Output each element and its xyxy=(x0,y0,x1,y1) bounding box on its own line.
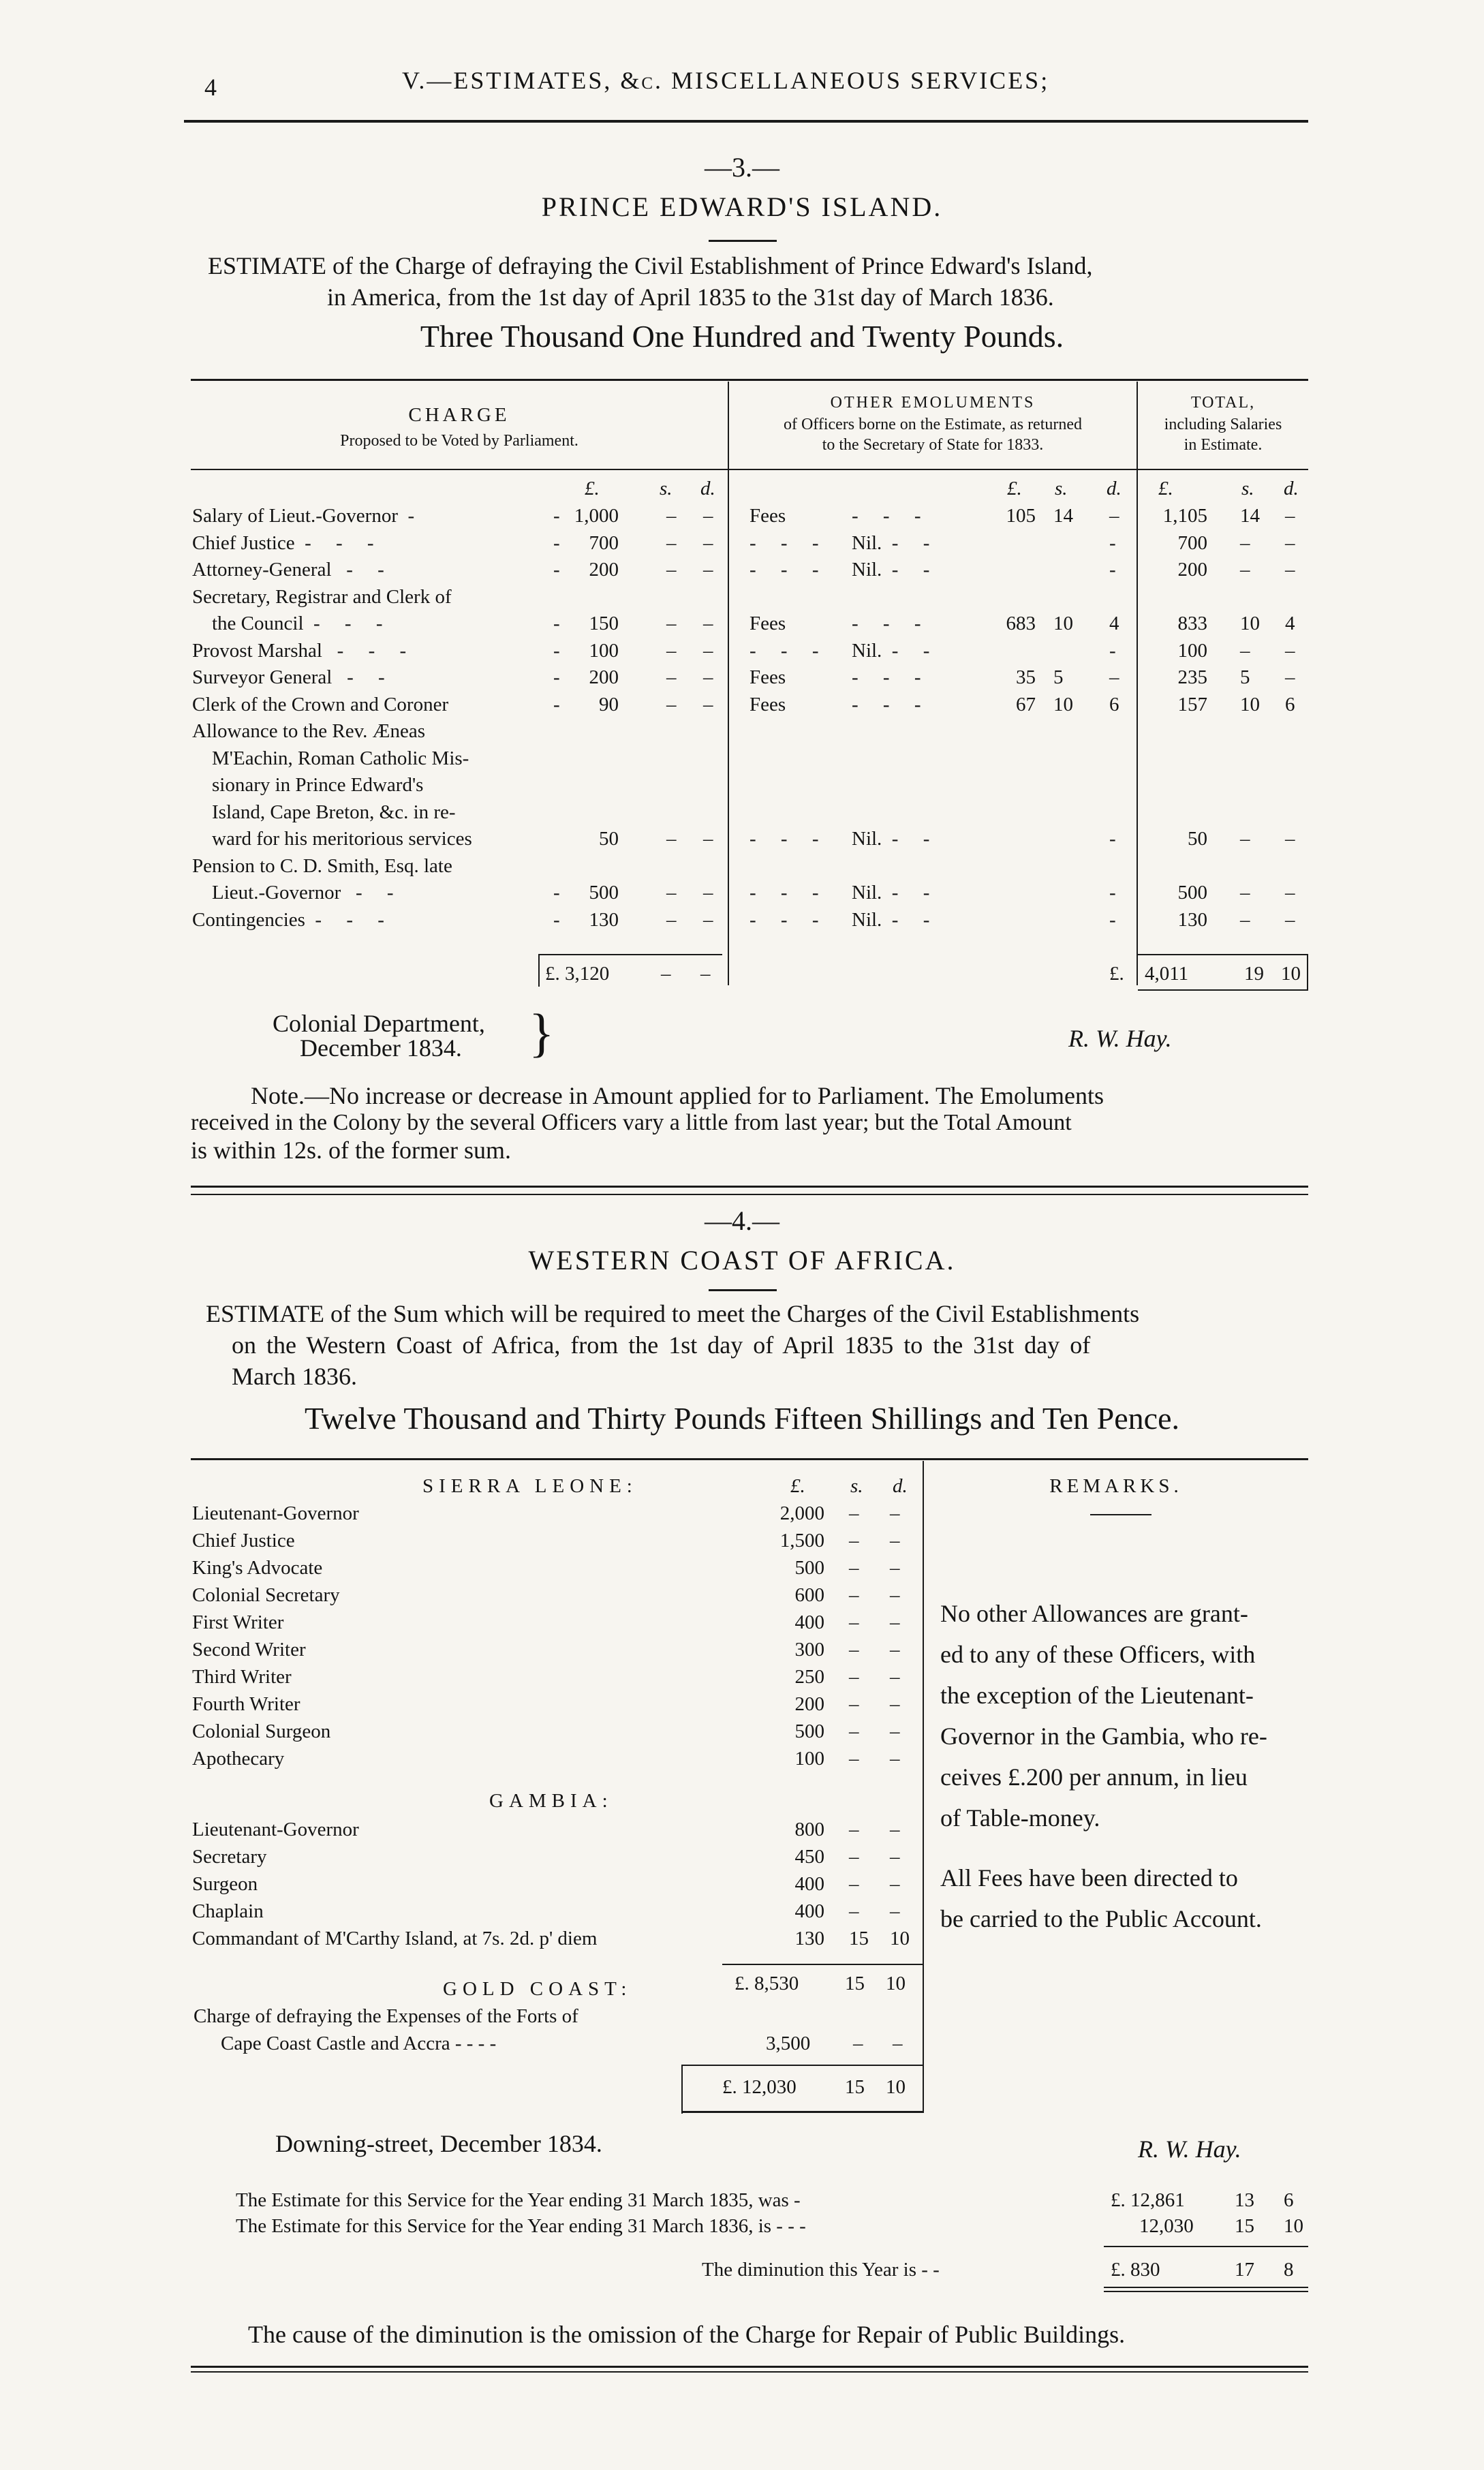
amount-in-words: Twelve Thousand and Thirty Pounds Fifteen Shillings and Ten Pence. xyxy=(305,1401,1179,1436)
row-total-d: – xyxy=(1285,531,1295,554)
row-amount: 400 xyxy=(794,1873,824,1895)
row-other-dots: - - - xyxy=(852,613,921,634)
row-s: – xyxy=(666,531,677,554)
row-s: – xyxy=(849,1900,859,1922)
row-other-label: - - - xyxy=(749,639,819,662)
row-total-d: – xyxy=(1285,559,1295,581)
row-d: – xyxy=(890,1557,900,1579)
row-amount: 450 xyxy=(794,1846,824,1868)
row-d: – xyxy=(703,828,713,850)
header-rule xyxy=(184,120,1308,123)
subtotal-l: £. 8,530 xyxy=(735,1973,799,1994)
row-leader: - xyxy=(553,882,560,904)
header-bottom-rule xyxy=(191,469,1308,470)
remarks-line: Governor in the Gambia, who re- xyxy=(940,1723,1267,1750)
unit-pence: d. xyxy=(893,1475,908,1497)
diminution-line: The diminution this Year is - - xyxy=(702,2259,940,2281)
row-total-l: 500 xyxy=(1177,882,1207,904)
col-header-total-sub: including Salaries xyxy=(1164,416,1282,433)
row-d: – xyxy=(890,1693,900,1715)
row-amount: 400 xyxy=(794,1611,824,1633)
row-other-dots: - - - xyxy=(852,666,921,688)
section-4-title: WESTERN COAST OF AFRICA. xyxy=(528,1245,956,1276)
row-amount: 300 xyxy=(794,1639,824,1661)
section-3-title: PRINCE EDWARD'S ISLAND. xyxy=(541,191,943,222)
row-amount: 130 xyxy=(794,1928,824,1949)
row-leader: - xyxy=(553,613,560,634)
row-d: – xyxy=(703,666,713,688)
note-line: Note.—No increase or decrease in Amount applied for to Parliament. The Emoluments xyxy=(251,1082,1104,1109)
diminution-l: £. 830 xyxy=(1111,2259,1160,2281)
row-total-l: 157 xyxy=(1177,693,1207,715)
row-amount: 90 xyxy=(599,693,619,715)
row-label: Lieut.-Governor - - xyxy=(192,882,394,904)
row-d: – xyxy=(703,531,713,554)
row-s: – xyxy=(849,1584,859,1606)
row-other-d: - xyxy=(1109,908,1116,931)
row-s: – xyxy=(666,882,677,904)
unit-pence: d. xyxy=(1284,478,1299,499)
row-other-l: 105 xyxy=(1006,505,1036,527)
row-s: – xyxy=(849,1873,859,1895)
row-leader: - xyxy=(553,559,560,581)
row-label: M'Eachin, Roman Catholic Mis- xyxy=(192,747,469,769)
row-leader: - xyxy=(553,666,560,688)
row-other-label: - - - xyxy=(749,882,819,904)
row-s: – xyxy=(849,1666,859,1688)
remarks-line: All Fees have been directed to xyxy=(940,1864,1238,1892)
row-label: Second Writer xyxy=(192,1639,306,1661)
row-label: ward for his meritorious services xyxy=(192,828,472,850)
row-total-l: 130 xyxy=(1177,908,1207,931)
row-s: – xyxy=(849,1720,859,1742)
row-amount: 150 xyxy=(589,613,619,634)
row-s: – xyxy=(849,1557,859,1579)
row-d: – xyxy=(703,505,713,527)
row-total-s: – xyxy=(1240,559,1250,581)
row-d: 10 xyxy=(890,1928,910,1949)
remarks-line: No other Allowances are grant- xyxy=(940,1600,1248,1627)
forts-amount: 3,500 xyxy=(766,2033,811,2054)
sum-rule xyxy=(1104,2291,1308,2292)
row-d: – xyxy=(890,1530,900,1552)
dept-line: Colonial Department, xyxy=(273,1010,485,1037)
row-label: Island, Cape Breton, &c. in re- xyxy=(192,801,456,823)
row-amount: 500 xyxy=(794,1720,824,1742)
row-total-l: 235 xyxy=(1177,666,1207,688)
total-charge-s: – xyxy=(661,963,671,985)
section-rule xyxy=(191,1186,1308,1188)
row-other-l: 35 xyxy=(1016,666,1036,688)
row-label: the Council - - - xyxy=(192,613,383,634)
forts-line: Cape Coast Castle and Accra - - - - xyxy=(221,2033,497,2054)
row-label: Colonial Surgeon xyxy=(192,1720,331,1742)
row-other-label: - - - xyxy=(749,908,819,931)
cause-line: The cause of the diminution is the omission of the Charge for Repair of Public Buildings. xyxy=(248,2321,1126,2348)
row-other-l: 683 xyxy=(1006,613,1036,634)
forts-s: – xyxy=(853,2033,863,2054)
comparison-line: The Estimate for this Service for the Year ending 31 March 1835, was - xyxy=(236,2189,801,2211)
estimate-text-2: on the Western Coast of Africa, from the 1st day of April 1835 to the 31st day of xyxy=(232,1331,1091,1359)
page-number: 4 xyxy=(204,74,217,101)
unit-shilling: s. xyxy=(1055,478,1068,499)
row-total-d: – xyxy=(1285,639,1295,662)
row-total-d: – xyxy=(1285,908,1295,931)
remarks-line: the exception of the Lieutenant- xyxy=(940,1682,1254,1709)
row-amount: 600 xyxy=(794,1584,824,1606)
row-amount: 200 xyxy=(589,666,619,688)
row-other-d: 4 xyxy=(1109,613,1119,634)
row-amount: 400 xyxy=(794,1900,824,1922)
row-amount: 500 xyxy=(589,882,619,904)
comparison-l: £. 12,861 xyxy=(1111,2189,1185,2211)
col-header-charge-sub: Proposed to be Voted by Parliament. xyxy=(340,432,578,450)
section-4-number: —4.— xyxy=(705,1205,779,1236)
row-other-d: - xyxy=(1109,531,1116,554)
row-label: Chief Justice xyxy=(192,1530,295,1552)
col-rule xyxy=(923,1461,924,2112)
diminution-s: 17 xyxy=(1235,2259,1254,2281)
row-label: Commandant of M'Carthy Island, at 7s. 2d. p' diem xyxy=(192,1928,598,1949)
row-other-dots: Nil. - - xyxy=(852,908,930,931)
row-leader: - xyxy=(553,531,560,554)
row-d: – xyxy=(890,1639,900,1661)
total-d: 10 xyxy=(886,2076,906,2098)
row-leader: - xyxy=(553,505,560,527)
forts-d: – xyxy=(893,2033,903,2054)
sum-bracket xyxy=(681,2065,683,2114)
unit-pound: £. xyxy=(1158,478,1173,499)
row-total-d: – xyxy=(1285,882,1295,904)
sum-rule xyxy=(538,954,722,955)
row-amount: 1,000 xyxy=(574,505,619,527)
row-d: – xyxy=(890,1748,900,1770)
comparison-d: 6 xyxy=(1284,2189,1294,2211)
row-label: Attorney-General - - xyxy=(192,559,384,581)
remarks-line: ed to any of these Officers, with xyxy=(940,1641,1256,1668)
row-d: – xyxy=(890,1584,900,1606)
row-total-s: – xyxy=(1240,908,1250,931)
row-d: – xyxy=(703,559,713,581)
row-amount: 2,000 xyxy=(779,1502,824,1524)
row-label: Salary of Lieut.-Governor - xyxy=(192,505,415,527)
row-label: Pension to C. D. Smith, Esq. late xyxy=(192,854,452,877)
row-other-d: – xyxy=(1109,505,1119,527)
row-s: – xyxy=(849,1502,859,1524)
row-other-s: 14 xyxy=(1053,505,1073,527)
amount-in-words: Three Thousand One Hundred and Twenty Pounds. xyxy=(420,319,1064,354)
row-other-s: 5 xyxy=(1053,666,1064,688)
row-amount: 800 xyxy=(794,1819,824,1840)
unit-shilling: s. xyxy=(850,1475,863,1497)
col-rule xyxy=(728,382,729,985)
comparison-l: 12,030 xyxy=(1139,2215,1194,2237)
row-other-dots: - - - xyxy=(852,693,921,715)
row-total-l: 100 xyxy=(1177,639,1207,662)
row-other-d: 6 xyxy=(1109,693,1119,715)
row-total-s: 14 xyxy=(1240,505,1260,527)
row-label: Surgeon xyxy=(192,1873,258,1895)
row-label: Provost Marshal - - - xyxy=(192,639,407,662)
row-label: Surveyor General - - xyxy=(192,666,385,688)
col-header-other-sub: of Officers borne on the Estimate, as returned xyxy=(783,416,1083,433)
subtotal-d: 10 xyxy=(886,1973,906,1994)
row-total-d: 6 xyxy=(1285,693,1295,715)
row-label: Chief Justice - - - xyxy=(192,531,374,554)
sum-rule xyxy=(1104,2287,1308,2288)
section-3-number: —3.— xyxy=(705,152,779,183)
row-total-s: 10 xyxy=(1240,613,1260,634)
remarks-line: ceives £.200 per annum, in lieu xyxy=(940,1763,1248,1791)
row-s: – xyxy=(849,1611,859,1633)
row-label: Chaplain xyxy=(192,1900,264,1922)
row-total-l: 833 xyxy=(1177,613,1207,634)
row-d: – xyxy=(890,1819,900,1840)
col-header-other: OTHER EMOLUMENTS xyxy=(830,394,1036,412)
row-s: – xyxy=(849,1819,859,1840)
row-total-d: – xyxy=(1285,666,1295,688)
row-label: Fourth Writer xyxy=(192,1693,300,1715)
row-label: Secretary xyxy=(192,1846,267,1868)
row-d: – xyxy=(890,1900,900,1922)
row-amount: 1,500 xyxy=(779,1530,824,1552)
row-s: – xyxy=(849,1846,859,1868)
row-amount: 100 xyxy=(794,1748,824,1770)
sum-rule xyxy=(1104,2246,1308,2247)
row-label: Contingencies - - - xyxy=(192,908,384,931)
row-total-l: 700 xyxy=(1177,531,1207,554)
signature: R. W. Hay. xyxy=(1138,2135,1241,2163)
row-s: 15 xyxy=(849,1928,869,1949)
row-other-s: 10 xyxy=(1053,693,1073,715)
row-d: – xyxy=(890,1720,900,1742)
col-header-total: TOTAL, xyxy=(1190,394,1256,412)
diminution-d: 8 xyxy=(1284,2259,1294,2281)
row-other-dots: Nil. - - xyxy=(852,559,930,581)
remarks-line: of Table-money. xyxy=(940,1804,1100,1832)
row-s: – xyxy=(849,1693,859,1715)
row-s: – xyxy=(666,505,677,527)
footer-rule xyxy=(191,2371,1308,2373)
row-total-s: – xyxy=(1240,882,1250,904)
remarks-underline xyxy=(1090,1514,1151,1515)
row-amount: 500 xyxy=(794,1557,824,1579)
unit-shilling: s. xyxy=(1241,478,1254,499)
sum-rule xyxy=(722,1964,923,1965)
row-amount: 200 xyxy=(589,559,619,581)
row-other-d: - xyxy=(1109,882,1116,904)
row-label: Secretary, Registrar and Clerk of xyxy=(192,585,452,608)
row-total-l: 200 xyxy=(1177,559,1207,581)
sierra-leone-heading: SIERRA LEONE: xyxy=(422,1475,638,1497)
estimate-text-1: ESTIMATE of the Sum which will be required to meet the Charges of the Civil Establishments xyxy=(206,1300,1140,1327)
downing-street: Downing-street, December 1834. xyxy=(275,2130,602,2157)
total-s: 15 xyxy=(845,2076,865,2098)
row-total-s: 5 xyxy=(1240,666,1250,688)
row-total-s: – xyxy=(1240,531,1250,554)
grand-total-rule xyxy=(1138,954,1308,955)
row-other-s: 10 xyxy=(1053,613,1073,634)
row-total-d: – xyxy=(1285,505,1295,527)
table-top-rule xyxy=(191,1458,1308,1460)
row-total-d: – xyxy=(1285,828,1295,850)
row-total-l: 1,105 xyxy=(1162,505,1207,527)
note-line: received in the Colony by the several Officers vary a little from last year; but the Total Amount xyxy=(191,1110,1072,1135)
estimate-text-2: in America, from the 1st day of April 1835 to the 31st day of March 1836. xyxy=(327,283,1054,311)
remarks-heading: REMARKS. xyxy=(1049,1475,1183,1497)
grand-total-l: 4,011 xyxy=(1145,963,1189,985)
row-s: – xyxy=(849,1639,859,1661)
row-d: – xyxy=(703,908,713,931)
running-title: V.—ESTIMATES, &c. MISCELLANEOUS SERVICES; xyxy=(402,67,1050,94)
remarks-line: be carried to the Public Account. xyxy=(940,1905,1262,1932)
row-d: – xyxy=(890,1611,900,1633)
section-rule xyxy=(191,1194,1308,1195)
row-leader: - xyxy=(553,639,560,662)
row-d: – xyxy=(890,1666,900,1688)
row-amount: 130 xyxy=(589,908,619,931)
row-d: – xyxy=(703,639,713,662)
row-s: – xyxy=(849,1530,859,1552)
row-other-dots: Nil. - - xyxy=(852,882,930,904)
row-s: – xyxy=(849,1748,859,1770)
unit-pound: £. xyxy=(1007,478,1022,499)
unit-pence: d. xyxy=(700,478,715,499)
total-charge-d: – xyxy=(700,963,711,985)
row-label: Clerk of the Crown and Coroner xyxy=(192,693,449,715)
row-leader: - xyxy=(553,693,560,715)
row-total-s: 10 xyxy=(1240,693,1260,715)
row-other-d: - xyxy=(1109,559,1116,581)
row-other-label: - - - xyxy=(749,828,819,850)
row-total-s: – xyxy=(1240,639,1250,662)
row-amount: 200 xyxy=(794,1693,824,1715)
row-label: Lieutenant-Governor xyxy=(192,1502,359,1524)
row-d: – xyxy=(890,1873,900,1895)
row-amount: 250 xyxy=(794,1666,824,1688)
row-label: Allowance to the Rev. Æneas xyxy=(192,720,425,742)
total-l: £. 12,030 xyxy=(722,2076,797,2098)
estimate-text-1: ESTIMATE of the Charge of defraying the Civil Establishment of Prince Edward's Island, xyxy=(208,252,1093,279)
table-top-rule xyxy=(191,379,1308,381)
row-other-label: Fees xyxy=(749,505,786,527)
col-header-other-sub: to the Secretary of State for 1833. xyxy=(822,436,1044,454)
gold-coast-heading: GOLD COAST: xyxy=(443,1978,632,2000)
row-other-dots: - - - xyxy=(852,505,921,527)
row-other-label: Fees xyxy=(749,693,786,715)
grand-total-d: 10 xyxy=(1281,963,1301,985)
comparison-s: 13 xyxy=(1235,2189,1254,2211)
unit-shilling: s. xyxy=(660,478,673,499)
grand-total-rule xyxy=(1307,954,1308,991)
row-other-d: - xyxy=(1109,639,1116,662)
col-rule xyxy=(1137,382,1138,985)
row-other-label: Fees xyxy=(749,613,786,634)
row-label: First Writer xyxy=(192,1611,284,1633)
row-amount: 700 xyxy=(589,531,619,554)
row-label: sionary in Prince Edward's xyxy=(192,774,424,796)
subtotal-s: 15 xyxy=(845,1973,865,1994)
row-leader: - xyxy=(553,908,560,931)
unit-pence: d. xyxy=(1107,478,1122,499)
row-d: – xyxy=(890,1846,900,1868)
row-other-l: 67 xyxy=(1016,693,1036,715)
row-amount: 50 xyxy=(599,828,619,850)
sum-bracket xyxy=(538,954,540,987)
total-charge: £. 3,120 xyxy=(545,963,610,985)
row-d: – xyxy=(890,1502,900,1524)
row-s: – xyxy=(666,559,677,581)
unit-pound: £. xyxy=(585,478,600,499)
grand-total-s: 19 xyxy=(1244,963,1264,985)
row-s: – xyxy=(666,828,677,850)
row-s: – xyxy=(666,693,677,715)
note-line: is within 12s. of the former sum. xyxy=(191,1137,511,1164)
row-amount: 100 xyxy=(589,639,619,662)
unit-pound: £. xyxy=(790,1475,805,1497)
row-label: Lieutenant-Governor xyxy=(192,1819,359,1840)
row-label: Colonial Secretary xyxy=(192,1584,340,1606)
row-label: Apothecary xyxy=(192,1748,285,1770)
signature: R. W. Hay. xyxy=(1068,1025,1172,1052)
title-underline xyxy=(709,1289,777,1291)
dept-line: December 1834. xyxy=(300,1034,462,1062)
row-label: Third Writer xyxy=(192,1666,292,1688)
row-label: King's Advocate xyxy=(192,1557,323,1579)
row-other-label: - - - xyxy=(749,559,819,581)
row-total-l: 50 xyxy=(1188,828,1207,850)
row-other-dots: Nil. - - xyxy=(852,828,930,850)
total-other: £. xyxy=(1109,963,1124,985)
row-other-dots: Nil. - - xyxy=(852,639,930,662)
row-s: – xyxy=(666,613,677,634)
sum-rule xyxy=(681,2065,923,2066)
row-s: – xyxy=(666,908,677,931)
col-header-total-sub: in Estimate. xyxy=(1184,436,1263,454)
comparison-d: 10 xyxy=(1284,2215,1303,2237)
row-other-d: – xyxy=(1109,666,1119,688)
footer-rule xyxy=(191,2366,1308,2368)
title-underline xyxy=(709,240,777,242)
gambia-heading: GAMBIA: xyxy=(489,1790,613,1812)
comparison-line: The Estimate for this Service for the Year ending 31 March 1836, is - - - xyxy=(236,2215,806,2237)
row-other-dots: Nil. - - xyxy=(852,531,930,554)
brace-icon: } xyxy=(529,1003,555,1062)
row-other-d: - xyxy=(1109,828,1116,850)
row-s: – xyxy=(666,666,677,688)
row-other-label: Fees xyxy=(749,666,786,688)
grand-total-rule xyxy=(1138,989,1308,991)
row-d: – xyxy=(703,613,713,634)
row-total-s: – xyxy=(1240,828,1250,850)
row-d: – xyxy=(703,882,713,904)
row-total-d: 4 xyxy=(1285,613,1295,634)
estimate-text-3: March 1836. xyxy=(232,1363,357,1390)
row-other-label: - - - xyxy=(749,531,819,554)
col-header-charge: CHARGE xyxy=(408,404,510,426)
comparison-s: 15 xyxy=(1235,2215,1254,2237)
row-s: – xyxy=(666,639,677,662)
row-d: – xyxy=(703,693,713,715)
forts-line: Charge of defraying the Expenses of the Forts of xyxy=(194,2005,578,2027)
sum-rule xyxy=(681,2111,924,2113)
